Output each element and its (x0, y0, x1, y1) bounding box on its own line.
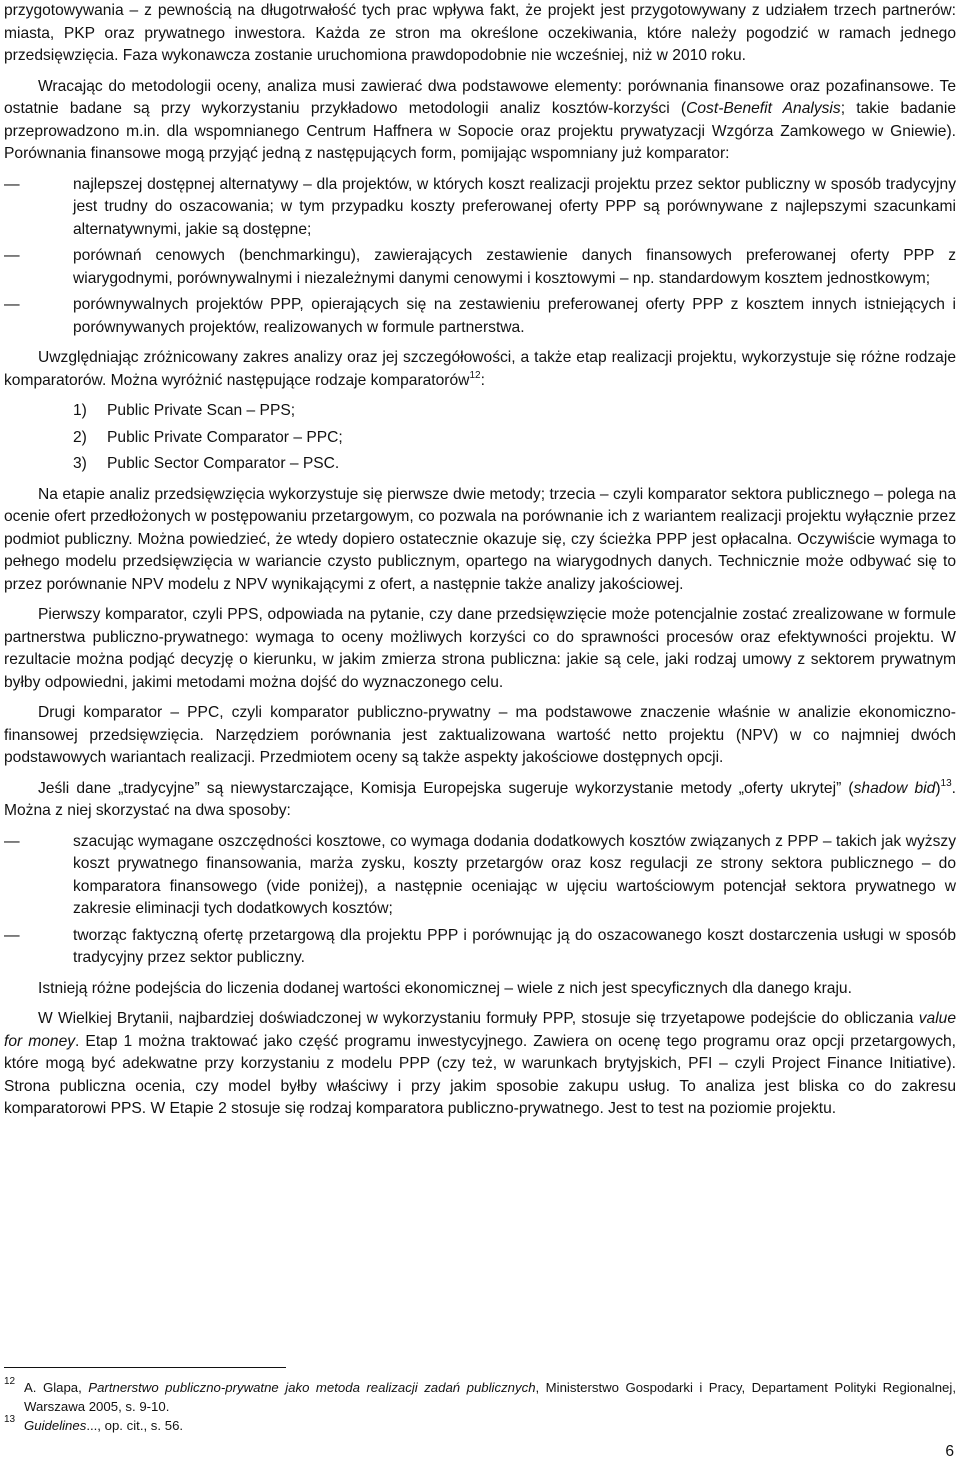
list-item: — najlepszej dostępnej alternatywy – dla projektów, w których koszt realizacji projektu przez sektor publiczny w sposób tradycyjny jest trudny do oszacowania; w tym przypadku koszty preferowanej oferty PPP są porównywane z najlepszymi szacunkami alternatywnymi, jakie są dostępne; (4, 174, 956, 242)
text-span: : (480, 371, 485, 389)
italic-term: value for money (4, 1010, 956, 1050)
footnotes (4, 1378, 956, 1435)
footnote-12 (4, 1378, 956, 1416)
list-text: Public Private Scan – PPS; (107, 402, 296, 419)
text-span: W Wielkiej Brytanii, najbardziej doświadczonej w wykorzystaniu formuły PPP, stosuje się trzyetapowe podejście do obliczania (38, 1010, 919, 1027)
italic-title: Guidelines (24, 1418, 87, 1433)
footnote-13 (4, 1416, 956, 1435)
numbered-list (4, 400, 956, 476)
paragraph (4, 347, 956, 392)
paragraph (4, 778, 956, 823)
italic-term: shadow bid (853, 779, 936, 797)
italic-title: Partnerstwo publiczno-prywatne jako metoda realizacji zadań publicznych (88, 1380, 536, 1395)
list-number: 1) (73, 402, 87, 419)
dash-list (4, 174, 956, 340)
footnote-text (24, 1378, 956, 1416)
text-span: Jeśli dane „tradycyjne” są niewystarczające, Komisja Europejska sugeruje wykorzystanie metody „oferty ukrytej” ( (38, 779, 854, 797)
text-span: Wracając do metodologii oceny, analiza musi zawierać dwa podstawowe elementy: porównania finansowe oraz pozafinansowe. Te ostatnie badane są przy wykorzystaniu przykładowo metodologii analiz kosztów-korzyści ( (4, 77, 956, 117)
list-item: — szacując wymagane oszczędności kosztowe, co wymaga dodania dodatkowych kosztów związanych z PPP – takich jak wyższy koszt prywatnego finansowania, marża zysku, koszty przetargów oraz kosz regulacji ze strony sektora publicznego – do komparatora finansowego (vide poniżej), a następnie oceniając w ujęciu wartościowym potencjał sektora prywatnego w zakresie eliminacji tych dodatkowych kosztów; (4, 831, 956, 921)
list-number: 3) (73, 455, 87, 472)
list-text: Public Sector Comparator – PSC. (107, 455, 340, 472)
text-span: . Etap 1 można traktować jako część programu inwestycyjnego. Zawiera on ocenę tego programu oraz opcji przetargowych, które mogą być adekwatne przy korzystaniu z modelu PPP (czy też, w warunkach brytyjskich, PFI – czyli Project Finance Initiative). Strona publiczna ocenia, czy model byłby właściwy i przy jakim sposobie zakupu usług. To analiza jest bliska co do zakresu komparatorowi PPS. W Etapie 2 stosuje się rodzaj komparatora publiczno-prywatnego. Jest to test na poziomie projektu. (4, 1032, 956, 1117)
footnote-text (24, 1416, 956, 1435)
footnote-ref[interactable]: 13 (940, 777, 952, 789)
footnote-ref[interactable]: 12 (469, 369, 481, 381)
page-number: 6 (945, 1443, 954, 1460)
list-item (4, 400, 956, 423)
paragraph: przygotowywania – z pewnością na długotrwałość tych prac wpływa fakt, że projekt jest przygotowywany z udziałem trzech partnerów: miasta, PKP oraz prywatnego inwestora. Każda ze stron ma określone oczekiwania, które należy pogodzić w ramach jednego przedsięwzięcia. Faza wykonawcza zostanie uruchomiona prawdopodobnie nie wcześniej, niż w 2010 roku. (4, 2, 956, 64)
document-page (4, 0, 956, 1121)
paragraph (4, 76, 956, 166)
list-item: — porównań cenowych (benchmarkingu), zawierających zestawienie danych finansowych preferowanej oferty PPP z wiarygodnymi, porównywalnymi i niezależnymi danymi cenowymi i kosztowymi – np. standardowym kosztem jednostkowym; (4, 245, 956, 290)
text-span: ; takie badanie przeprowadzono m.in. dla wspomnianego Centrum Haffnera w Sopocie oraz projektu prywatyzacji Wzgórza Zamkowego w Gniewie). Porównania finansowe mogą przyjąć jedną z następujących form, pomijając wspomniany już komparator: (4, 100, 956, 162)
list-item (4, 453, 956, 476)
paragraph: Drugi komparator – PPC, czyli komparator publiczno-prywatny – ma podstawowe znaczenie właśnie w analizie ekonomiczno-finansowej przedsięwzięcia. Narzędziem porównania jest zaktualizowana wartość netto projektu (NPV) w co najmniej dwóch podstawowych wariantach realizacji. Przedmiotem oceny są także aspekty jakościowe dostępnych opcji. (4, 704, 956, 766)
footnote-separator (4, 1367, 286, 1368)
list-item: — porównywalnych projektów PPP, opierających się na zestawieniu preferowanej oferty PPP z kosztem innych istniejących i porównywanych projektów, realizowanych w formule partnerstwa. (4, 294, 956, 339)
paragraph (4, 1008, 956, 1121)
text-span: A. Glapa, (24, 1380, 89, 1395)
text-span: ) (935, 779, 941, 797)
text-span: Uwzględniając zróżnicowany zakres analizy oraz jej szczegółowości, a także etap realizacji projektu, wykorzystuje się różne rodzaje komparatorów. Można wyróżnić następujące rodzaje komparatorów (4, 349, 956, 389)
footnote-mark: 12 (4, 1376, 16, 1387)
text-span: . Można z niej skorzystać na dwa sposoby: (4, 779, 956, 819)
footnote-mark: 13 (4, 1414, 16, 1425)
paragraph: Pierwszy komparator, czyli PPS, odpowiada na pytanie, czy dane przedsięwzięcie może potencjalnie zostać zrealizowane w formule partnerstwa publiczno-prywatnego: wymaga to oceny możliwych korzyści co do sprawności procesów oraz efektywności projektu. W rezultacie można podjąć decyzję o kierunku, w jakim zmierza strona publiczna: jakie są cele, jaki rodzaj umowy z sektorem prywatnym byłby odpowiedni, jakimi metodami można dojść do wyznaczonego celu. (4, 606, 956, 691)
italic-term: Cost-Benefit Analysis (686, 100, 841, 117)
text-span: ..., op. cit., s. 56. (86, 1418, 184, 1433)
list-item (4, 427, 956, 450)
list-text: Public Private Comparator – PPC; (107, 428, 343, 446)
list-number: 2) (73, 428, 87, 446)
paragraph: Istnieją różne podejścia do liczenia dodanej wartości ekonomicznej – wiele z nich jest specyficznych dla danego kraju. (38, 979, 852, 997)
list-item: — tworząc faktyczną ofertę przetargową dla projektu PPP i porównując ją do oszacowanego koszt dostarczenia usługi w sposób tradycyjny przez sektor publiczny. (4, 925, 956, 970)
text-span: , Ministerstwo Gospodarki i Pracy, Departament Polityki Regionalnej, Warszawa 2005, s. 9-10. (24, 1380, 956, 1414)
dash-list (4, 831, 956, 970)
paragraph: Na etapie analiz przedsięwzięcia wykorzystuje się pierwsze dwie metody; trzecia – czyli komparator sektora publicznego – polega na ocenie ofert przedłożonych w postępowaniu przetargowym, co pozwala na porównanie ich z wariantem realizacji projektu wyłącznie przez podmiot publiczny. Można powiedzieć, że wtedy dopiero ostatecznie okazuje się, czy ścieżka PPP jest opłacalna. Oczywiście wymaga to pełnego modelu przedsięwzięcia w wariancie czysto publicznym, opartego na wiarygodnych danych. Technicznie może odbywać się to przez porównanie NPV modelu z NPV wynikającymi z ofert, a następnie także analizy jakościowej. (4, 485, 956, 593)
